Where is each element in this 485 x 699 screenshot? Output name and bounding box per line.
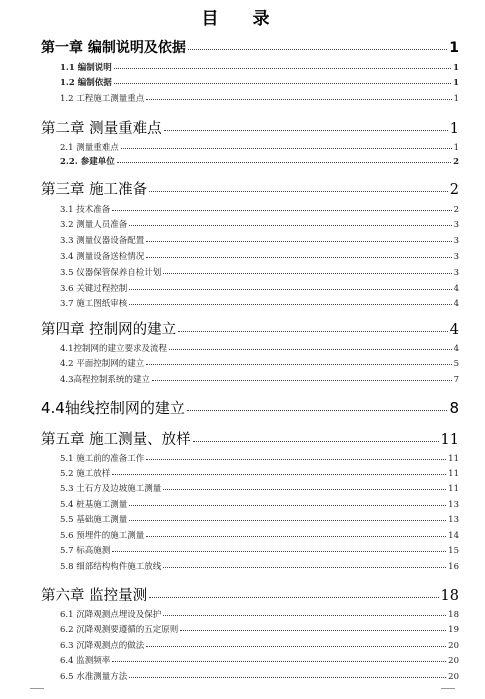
dot-leader <box>146 531 446 537</box>
toc-section-entry[interactable] <box>60 61 459 73</box>
dot-leader <box>129 672 446 678</box>
toc-page-number: 13 <box>448 500 459 510</box>
toc-section-entry[interactable] <box>60 234 459 246</box>
toc-page-number: 1 <box>449 121 459 137</box>
dot-leader <box>146 359 451 365</box>
dot-leader <box>146 641 446 647</box>
dot-leader <box>129 500 446 506</box>
toc-page-number: 7 <box>453 375 459 385</box>
dot-leader <box>129 220 451 226</box>
toc-page-number: 4 <box>453 299 459 309</box>
toc-page-number: 2 <box>449 182 459 198</box>
dot-leader <box>169 344 452 350</box>
dot-leader <box>112 656 446 662</box>
toc-section-entry[interactable] <box>60 623 459 635</box>
toc-entry-label: 5.5 基础施工测量 <box>60 515 128 525</box>
toc-entry-label: 4.1控制网的建立要求及流程 <box>60 344 168 354</box>
toc-page-number: 3 <box>453 268 459 278</box>
toc-entry-label: 3.2 测量人员准备 <box>60 220 128 230</box>
dot-leader <box>117 157 451 163</box>
toc-section-entry[interactable] <box>60 357 459 369</box>
toc-entry-label: 3.4 测量设备送检情况 <box>60 252 145 262</box>
dot-leader <box>149 588 438 598</box>
dot-leader <box>121 143 452 149</box>
toc-section-entry[interactable] <box>60 560 459 572</box>
toc-page-number: 1 <box>453 78 459 88</box>
dot-leader <box>188 41 447 50</box>
dot-leader <box>193 432 439 442</box>
toc-section-entry[interactable] <box>60 76 459 88</box>
toc-entry-label: 6.3 沉降观测点的做法 <box>60 641 145 651</box>
dot-leader <box>163 610 446 616</box>
toc-section-entry[interactable] <box>60 467 459 479</box>
page-corner-mark-right <box>441 688 455 699</box>
toc-section-entry[interactable] <box>60 218 459 230</box>
toc-page-number: 1 <box>453 63 459 73</box>
toc-page-number: 14 <box>448 531 459 541</box>
toc-section-entry[interactable] <box>60 639 459 651</box>
toc-page-number: 2 <box>453 157 459 167</box>
dot-leader <box>146 252 451 258</box>
dot-leader <box>187 401 448 411</box>
toc-chapter-entry[interactable] <box>41 584 459 605</box>
toc-entry-label: 5.6 预埋件的施工测量 <box>60 531 145 541</box>
toc-page-number: 18 <box>448 610 459 620</box>
toc-section-entry[interactable] <box>60 544 459 556</box>
toc-section-entry[interactable] <box>60 297 459 309</box>
toc-entry-label: 3.3 测量仪器设备配置 <box>60 236 145 246</box>
toc-chapter-entry[interactable] <box>41 397 459 418</box>
toc-section-entry[interactable] <box>60 282 459 294</box>
toc-entry-label: 6.1 沉降观测点埋设及保护 <box>60 610 162 620</box>
toc-section-entry[interactable] <box>60 250 459 262</box>
toc-entry-label: 5.8 细部结构构件施工放线 <box>60 562 162 572</box>
toc-page-number: 1 <box>449 40 459 56</box>
toc-section-entry[interactable] <box>60 482 459 494</box>
dot-leader <box>164 121 448 131</box>
toc-entry-label: 3.7 施工图纸审核 <box>60 299 128 309</box>
dot-leader <box>149 182 448 192</box>
toc-entry-label: 5.1 施工前的准备工作 <box>60 454 145 464</box>
dot-leader <box>163 562 446 568</box>
toc-page-number: 8 <box>449 399 459 417</box>
dot-leader <box>146 94 451 100</box>
page-corner-mark-left <box>30 688 44 699</box>
dot-leader <box>163 268 451 274</box>
toc-entry-label: 3.5 仪器保管保养自检计划 <box>60 268 162 278</box>
toc-section-entry[interactable] <box>60 92 459 104</box>
toc-entry-label: 5.7 标高施测 <box>60 546 111 556</box>
toc-chapter-entry[interactable] <box>41 428 459 449</box>
toc-section-entry[interactable] <box>60 670 459 682</box>
dot-leader <box>114 63 451 69</box>
toc-entry-label: 第二章 测量重难点 <box>41 121 162 137</box>
dot-leader <box>112 546 446 552</box>
dot-leader <box>163 484 446 490</box>
toc-entry-label: 4.2 平面控制网的建立 <box>60 359 145 369</box>
toc-chapter-entry[interactable] <box>41 178 459 199</box>
toc-chapter-entry[interactable] <box>41 117 459 138</box>
toc-entry-label: 6.4 监测频率 <box>60 656 111 666</box>
toc-section-entry[interactable] <box>60 452 459 464</box>
toc-page-number: 15 <box>448 546 459 556</box>
toc-page-number: 18 <box>440 588 459 604</box>
toc-page-number: 4 <box>453 284 459 294</box>
toc-page-number: 5 <box>453 359 459 369</box>
toc-chapter-entry[interactable] <box>41 318 459 339</box>
toc-entry-label: 第一章 编制说明及依据 <box>41 40 186 56</box>
dot-leader <box>146 454 446 460</box>
toc-page-number: 11 <box>440 432 459 448</box>
toc-page-number: 1 <box>453 94 459 104</box>
toc-page-number: 2 <box>453 205 459 215</box>
toc-entry-label: 1.2 工程施工测量重点 <box>60 94 145 104</box>
toc-chapter-entry[interactable] <box>41 37 459 57</box>
toc-page-number: 11 <box>448 469 459 479</box>
dot-leader <box>112 205 451 211</box>
dot-leader <box>178 322 448 332</box>
toc-section-entry[interactable] <box>60 155 459 167</box>
toc-page-number: 4 <box>453 344 459 354</box>
toc-section-entry[interactable] <box>60 529 459 541</box>
toc-section-entry[interactable] <box>60 654 459 666</box>
toc-section-entry[interactable] <box>60 608 459 620</box>
toc-page-number: 13 <box>448 515 459 525</box>
dot-leader <box>114 78 451 84</box>
toc-page-number: 16 <box>448 562 459 572</box>
toc-entry-label: 第四章 控制网的建立 <box>41 322 177 338</box>
toc-entry-label: 1.2 编制依据 <box>60 78 112 88</box>
toc-section-entry[interactable] <box>60 342 459 354</box>
toc-entry-label: 第五章 施工测量、放样 <box>41 432 191 448</box>
toc-page-number: 20 <box>448 656 459 666</box>
toc-page-number: 20 <box>448 672 459 682</box>
toc-entry-label: 6.2 沉降观测要遵循的五定原则 <box>60 625 179 635</box>
toc-page-number: 3 <box>453 252 459 262</box>
toc-page-number: 1 <box>453 143 459 153</box>
dot-leader <box>112 469 446 475</box>
toc-entry-label: 第三章 施工准备 <box>41 182 148 198</box>
toc-entry-label: 3.1 技术准备 <box>60 205 111 215</box>
toc-section-entry[interactable] <box>60 203 459 215</box>
toc-entry-label: 5.3 土石方及边坡施工测量 <box>60 484 162 494</box>
toc-section-entry[interactable] <box>60 141 459 153</box>
toc-page-number: 20 <box>448 641 459 651</box>
toc-page-number: 3 <box>453 220 459 230</box>
toc-section-entry[interactable] <box>60 498 459 510</box>
toc-entry-label: 第六章 监控量测 <box>41 588 148 604</box>
toc-entry-label: 6.5 水准测量方法 <box>60 672 128 682</box>
page-title: 目 录 <box>201 9 284 29</box>
dot-leader <box>129 515 446 521</box>
dot-leader <box>129 299 451 305</box>
toc-entry-label: 2.1 测量重难点 <box>60 143 119 153</box>
toc-page-number: 3 <box>453 236 459 246</box>
toc-entry-label: 2.2. 参建单位 <box>60 157 115 167</box>
toc-page-number: 11 <box>448 484 459 494</box>
toc-entry-label: 4.3高程控制系统的建立 <box>60 375 151 385</box>
toc-page-number: 19 <box>448 625 459 635</box>
toc-section-entry[interactable] <box>60 266 459 278</box>
toc-section-entry[interactable] <box>60 373 459 385</box>
toc-page-number: 11 <box>448 454 459 464</box>
dot-leader <box>129 284 451 290</box>
toc-entry-label: 1.1 编制说明 <box>60 63 112 73</box>
toc-entry-label: 3.6 关键过程控制 <box>60 284 128 294</box>
toc-section-entry[interactable] <box>60 513 459 525</box>
dot-leader <box>146 236 451 242</box>
toc-entry-label: 5.4 桩基施工测量 <box>60 500 128 510</box>
toc-entry-label: 4.4轴线控制网的建立 <box>41 399 185 417</box>
dot-leader <box>152 375 452 381</box>
toc-page-number: 4 <box>449 322 459 338</box>
toc-entry-label: 5.2 施工放样 <box>60 469 111 479</box>
dot-leader <box>180 625 446 631</box>
